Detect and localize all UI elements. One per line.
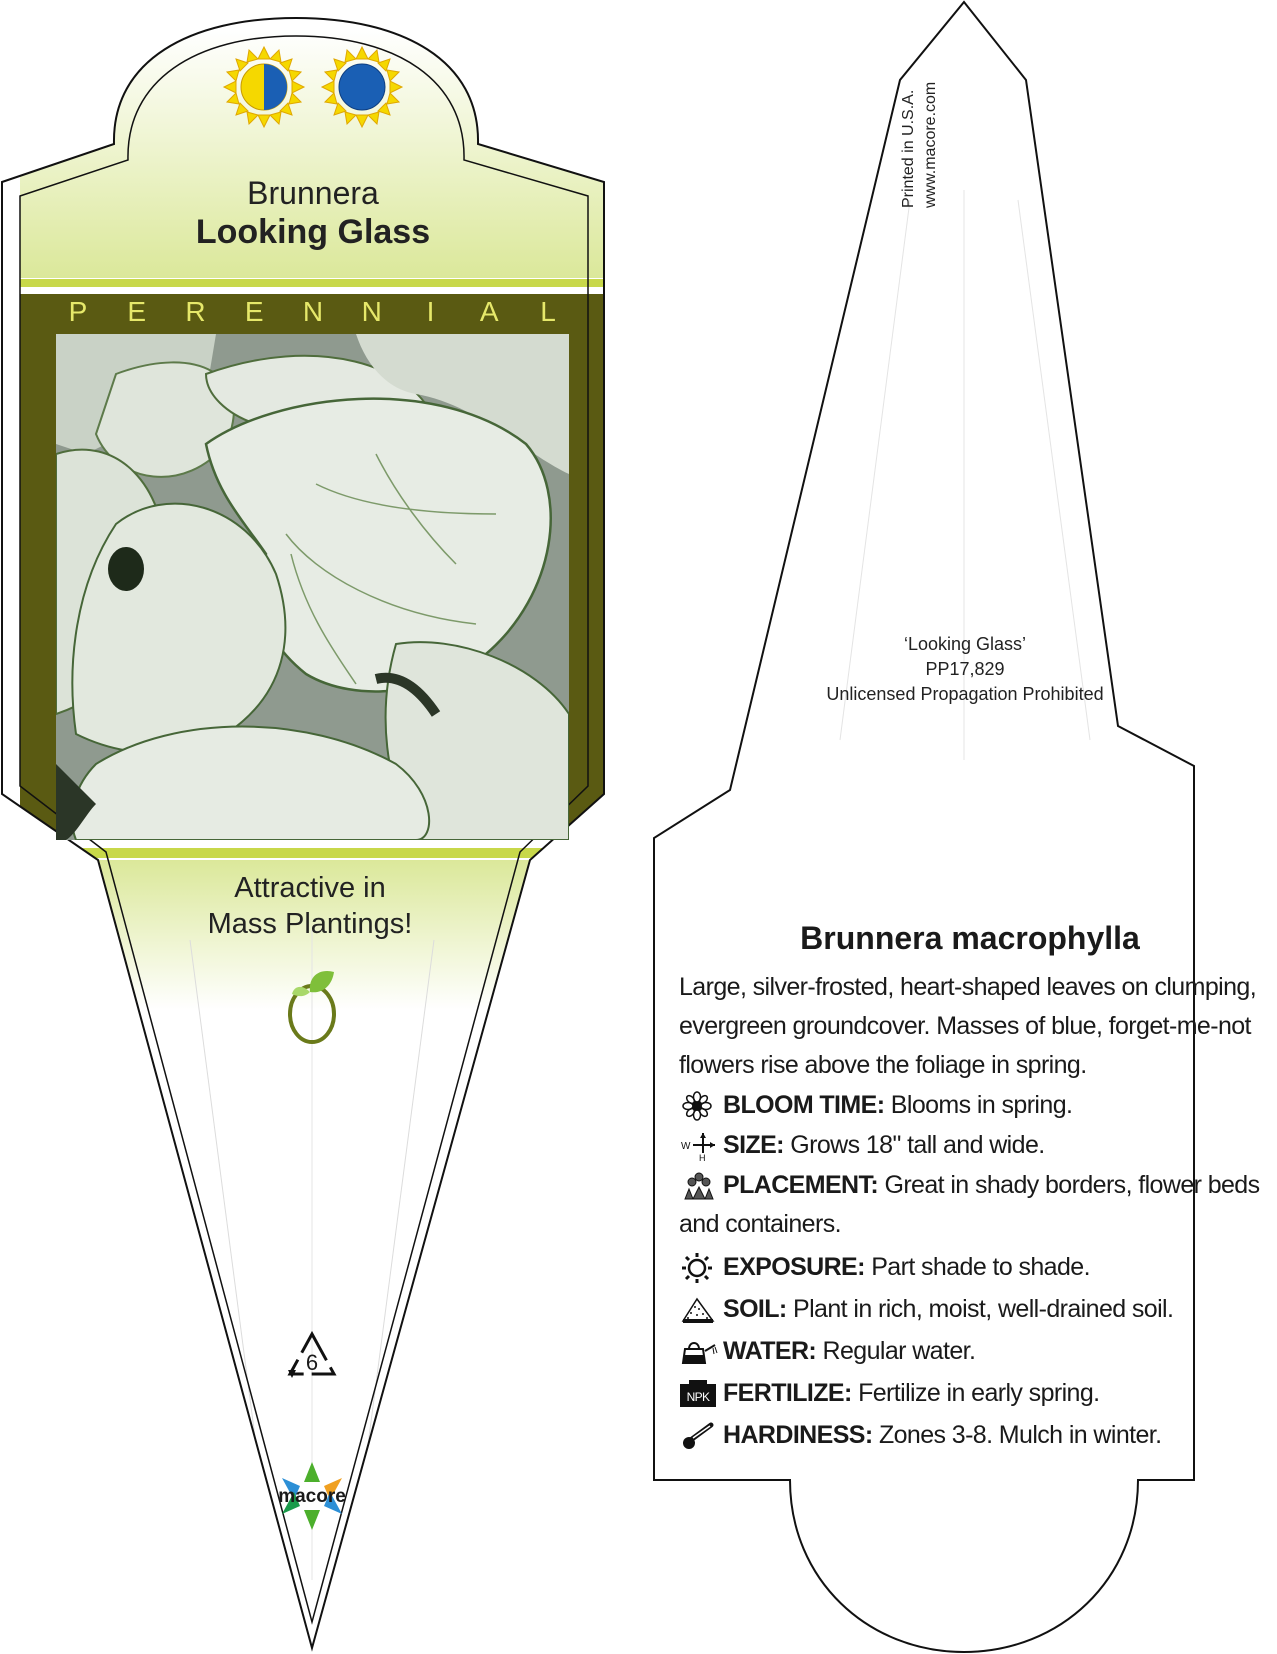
category-letter: R (185, 296, 206, 327)
brand-logo-text: macore (278, 1486, 346, 1507)
sprout-icon (282, 966, 342, 1044)
attribute-soil (679, 1290, 1277, 1329)
attribute-label: BLOOM TIME: (723, 1091, 885, 1119)
sun-exposure-icon (679, 1253, 719, 1283)
attribute-label: SIZE: (723, 1131, 784, 1159)
category-letter: I (426, 296, 435, 327)
attribute-label: SOIL: (723, 1295, 787, 1323)
attribute-text: Part shade to shade. (871, 1253, 1090, 1281)
attribute-placement (679, 1166, 1277, 1244)
description: Large, silver-frosted, heart-shaped leaves on clumping, evergreen groundcover. Masses of blue, forget-me-not flowers rise above the foliage in spring. (679, 973, 1257, 1079)
soil-icon (679, 1295, 719, 1325)
category-letter: N (302, 296, 324, 327)
category-letter: A (479, 296, 499, 327)
brand-logo (262, 1460, 362, 1532)
botanical-name: Brunnera macrophylla (800, 920, 1140, 956)
printer-info (900, 50, 939, 220)
flower-icon (679, 1091, 719, 1121)
patent-info (740, 632, 1190, 707)
attribute-label: EXPOSURE: (723, 1253, 865, 1281)
plant-photo (56, 334, 569, 840)
attribute-label: HARDINESS: (723, 1421, 873, 1449)
attribute-water (679, 1332, 1277, 1371)
common-name-genus: Brunnera (247, 175, 379, 211)
patent-cultivar: ‘Looking Glass’ (903, 634, 1027, 654)
thermometer-icon (679, 1421, 719, 1451)
common-name-cultivar: Looking Glass (195, 213, 431, 251)
category-letter: P (68, 296, 88, 327)
printed-in: Printed in U.S.A. (900, 89, 917, 208)
attribute-text: Grows 18" tall and wide. (790, 1131, 1045, 1159)
tagline-line1: Attractive in (234, 872, 386, 904)
category-letter: L (540, 296, 556, 327)
attribute-fertilize (679, 1374, 1277, 1413)
patent-notice: Unlicensed Propagation Prohibited (826, 684, 1104, 704)
size-icon-w: W (681, 1141, 690, 1153)
attribute-text: Blooms in spring. (890, 1091, 1073, 1119)
placement-icon (679, 1171, 719, 1201)
sun-icons (220, 44, 410, 130)
category-letter: E (127, 296, 147, 327)
attribute-label: PLACEMENT: (723, 1171, 879, 1199)
category-letter: E (244, 296, 264, 327)
shade-icon (322, 47, 402, 127)
tagline-line2: Mass Plantings! (207, 908, 413, 940)
patent-number: PP17,829 (925, 659, 1005, 679)
attribute-exposure (679, 1248, 1277, 1287)
recycle-number: 6 (305, 1350, 319, 1375)
category-label (20, 296, 606, 330)
tagline (60, 870, 560, 942)
watering-can-icon (679, 1337, 719, 1367)
attribute-text: Great in shady borders, flower beds and containers. (679, 1171, 1260, 1238)
attribute-hardiness (679, 1416, 1277, 1455)
size-icon-h: H (699, 1153, 705, 1162)
size-arrows-icon (679, 1131, 719, 1161)
part-sun-icon (224, 47, 304, 127)
attribute-text: Fertilize in early spring. (858, 1379, 1100, 1407)
attribute-label: WATER: (723, 1337, 817, 1365)
attribute-text: Zones 3-8. Mulch in winter. (878, 1421, 1162, 1449)
attribute-text: Plant in rich, moist, well-drained soil. (793, 1295, 1174, 1323)
website: www.macore.com (922, 81, 939, 208)
attribute-size (679, 1126, 1277, 1165)
attribute-bloom-time (679, 1086, 1277, 1125)
recycle-icon (282, 1330, 342, 1386)
attribute-label: FERTILIZE: (723, 1379, 852, 1407)
attribute-text: Regular water. (822, 1337, 976, 1365)
category-letter: N (361, 296, 382, 327)
npk-icon (679, 1379, 719, 1409)
npk-icon-text: NPK (686, 1390, 710, 1405)
